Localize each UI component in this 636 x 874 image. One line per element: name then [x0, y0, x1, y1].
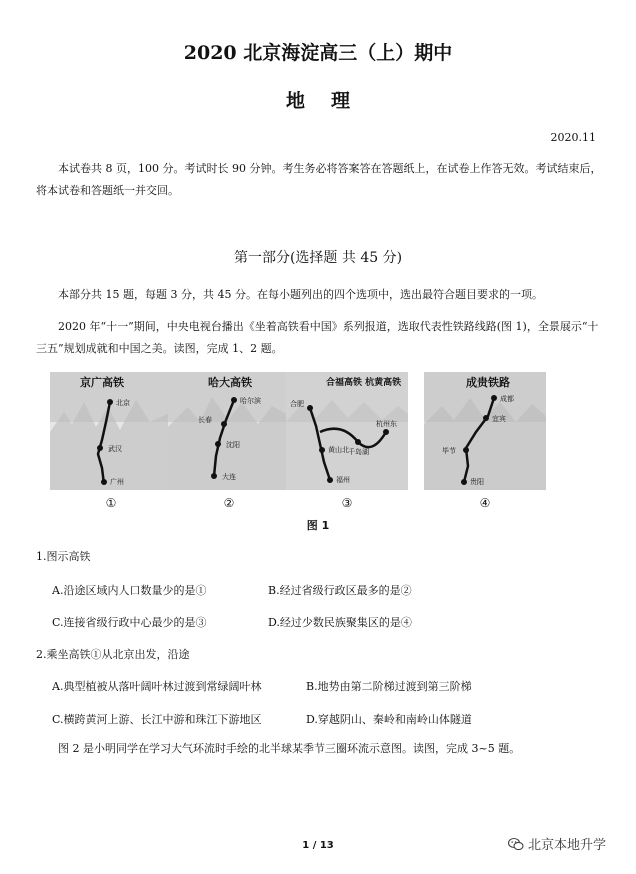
figure-number: ①: [105, 496, 117, 510]
city-label: 杭州东: [376, 420, 397, 428]
city-label: 毕节: [442, 447, 456, 455]
map-title: 哈大高铁: [208, 376, 252, 389]
question-1-option-b[interactable]: B.经过省级行政区最多的是②: [268, 584, 412, 597]
watermark: [508, 834, 606, 853]
city-label: 黄山北: [328, 446, 349, 454]
subject-title: 地理: [285, 90, 376, 112]
city-label: 福州: [336, 476, 350, 484]
city-label: 贵阳: [470, 478, 484, 486]
section-title: 第一部分(选择题 共 45 分): [233, 250, 403, 266]
question-1-option-a[interactable]: A.沿途区域内人口数量少的是①: [52, 584, 207, 597]
map-3-hefu: [286, 372, 408, 490]
map-title: 京广高铁: [80, 376, 124, 389]
city-label: 大连: [222, 473, 236, 481]
city-label: 哈尔滨: [240, 397, 261, 405]
rail-map-icon: [286, 372, 408, 490]
city-label: 武汉: [108, 445, 122, 453]
rail-map-icon: [168, 372, 290, 490]
city-label: 成都: [500, 395, 514, 403]
city-label: 千岛湖: [348, 448, 369, 456]
question-2-option-b[interactable]: B.地势由第二阶梯过渡到第三阶梯: [306, 680, 472, 693]
map-title: 合福高铁 杭黄高铁: [326, 378, 402, 388]
map-title: 成贵铁路: [466, 376, 510, 389]
context-1: 2020 年“十一”期间，中央电视台播出《坐着高铁看中国》系列报道，选取代表性铁路线路(图 1)，全景展示“十三五”规划成就和中国之美。读图，完成 1、2 题。: [36, 320, 599, 355]
rail-map-icon: [50, 372, 172, 490]
map-4-chenggui: [424, 372, 546, 490]
city-label: 沈阳: [226, 441, 240, 449]
map-1-jingguang: [50, 372, 172, 490]
city-label: 长春: [198, 416, 212, 424]
figure-caption: 图 1: [306, 519, 330, 532]
question-1-stem: 1.图示高铁: [36, 550, 91, 563]
question-2-option-c[interactable]: C.横跨黄河上游、长江中游和珠江下游地区: [52, 713, 262, 726]
watermark-text: 北京本地升学: [528, 838, 607, 853]
question-2-option-a[interactable]: A.典型植被从落叶阔叶林过渡到常绿阔叶林: [52, 680, 262, 693]
section-intro: 本部分共 15 题，每题 3 分，共 45 分。在每小题列出的四个选项中，选出最符合题目要求的一项。: [58, 288, 543, 301]
city-label: 合肥: [290, 400, 304, 408]
page-number: 1 / 13: [302, 840, 334, 851]
exam-date: 2020.11: [550, 131, 596, 144]
city-label: 广州: [110, 478, 124, 486]
exam-title: 2020 北京海淀高三（上）期中: [183, 42, 453, 64]
figure-number: ④: [479, 496, 491, 510]
question-1-option-d[interactable]: D.经过少数民族聚集区的是④: [268, 616, 412, 629]
figure-1-group: [50, 372, 590, 512]
context-2: 图 2 是小明同学在学习大气环流时手绘的北半球某季节三圈环流示意图。读图，完成 3~5 题。: [58, 742, 521, 755]
instructions: 本试卷共 8 页，100 分。考试时长 90 分钟。考生务必将答案答在答题纸上，在试卷上作答无效。考试结束后，将本试卷和答题纸一并交回。: [36, 162, 602, 197]
map-2-hada: [168, 372, 290, 490]
wechat-icon: [508, 837, 524, 851]
figure-number: ③: [341, 496, 353, 510]
city-label: 北京: [116, 399, 130, 407]
question-1-option-c[interactable]: C.连接省级行政中心最少的是③: [52, 616, 207, 629]
question-2-stem: 2.乘坐高铁①从北京出发，沿途: [36, 648, 190, 661]
city-label: 宜宾: [492, 415, 506, 423]
question-2-option-d[interactable]: D.穿越阴山、秦岭和南岭山体隧道: [306, 713, 472, 726]
figure-number: ②: [223, 496, 235, 510]
rail-map-icon: [424, 372, 546, 490]
